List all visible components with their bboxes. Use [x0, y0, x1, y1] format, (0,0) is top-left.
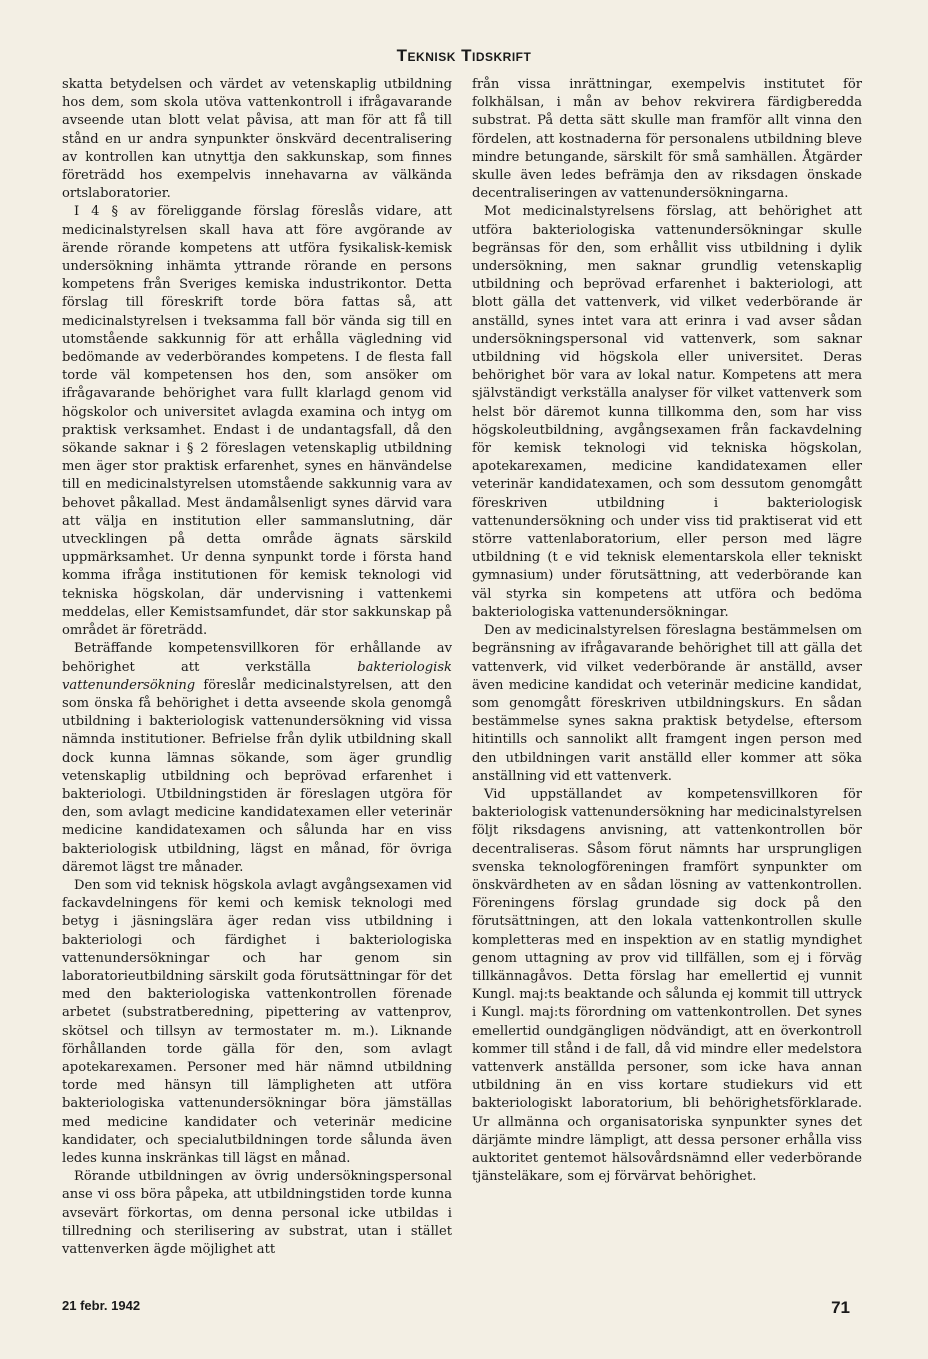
paragraph: skatta betydelsen och värdet av vetenskaplig utbildning hos dem, som skola utöva vattenkontroll i ifrågavarande avseende utan blott velat påvisa, att man för att få till stånd en ur andra synpunkter önskvärd decentralisering av kontrollen kan utnyttja den sakkunskap, som finnes företrädd hos exempelvis innehavarna av välkända ortslaboratorier. — [62, 77, 452, 202]
paragraph-text: Beträffande kompetensvillkoren för erhållande av behörighet att verkställa — [62, 641, 452, 675]
paragraph: Den av medicinalstyrelsen föreslagna bestämmelsen om begränsning av ifrågavarande behörighet till att gälla det vattenverk, vid vilket vederbörande är anställd, avser även medicine kandidat och veterinär medicine kandidat, som genomgått föreskriven utbildningskurs. En sådan bestämmelse synes sakna praktisk betydelse, eftersom hitintills och sannolikt allt framgent ingen person med den utbildningen varit anställd eller kommer att söka anställning vid ett vattenverk. — [472, 623, 862, 784]
paragraph: Mot medicinalstyrelsens förslag, att behörighet att utföra bakteriologiska vattenundersökningar skulle begränsas för den, som erhållit viss utbildning i dylik undersökning, men saknar grundlig vetenskaplig utbildning och beprövad erfarenhet i bakteriologi, att blott gälla det vattenverk, vid vilket vederbörande är anställd, synes intet vara att erinra i vad avser sådan undersökningspersonal vid vattenverk, som saknar utbildning vid högskola eller universitet. Deras behörighet bör vara av lokal natur. Kompetens att mera självständigt verkställa analyser för vilket vattenverk som helst bör däremot kunna tillkomma den, som har viss högskoleutbildning, avgångsexamen från fackavdelning för kemisk teknologi vid tekniska högskolan, apotekarexamen, medicine kandidatexamen eller veterinär kandidatexamen, och som dessutom genomgått föreskriven utbildning i bakteriologisk vattenundersökning och under viss tid praktiserat vid ett större vattenlaboratorium, eller person med lägre utbildning (t e vid teknisk elementarskola eller tekniskt gymnasium) under förutsättning, att vederbörande kan väl styrka sin kompetens att utföra och bedöma bakteriologiska vattenundersökningar. — [472, 204, 862, 620]
issue-date: 21 febr. 1942 — [62, 1298, 141, 1313]
right-column — [472, 76, 862, 1186]
paragraph: I 4 § av föreliggande förslag föreslås vidare, att medicinalstyrelsen skall hava att före avgörande av ärende rörande kompetens att utföra fysikalisk-kemisk undersökning inhämta yttrande rörande en persons kompetens från Sveriges kemiska industrikontor. Detta förslag till föreskrift torde böra fattas så, att medicinalstyrelsen i tveksamma fall bör vända sig till en utomstående sakkunnig för att erhålla vägledning vid bedömande av vederbörandes kompetens. I de flesta fall torde väl kompetensen hos den, som ansöker om ifrågavarande behörighet vara fullt klarlagd genom vid högskolor och universitet avlagda examina och intyg om praktisk verksamhet. Endast i de undantagsfall, då den sökande saknar i § 2 föreslagen vetenskaplig utbildning men äger stor praktisk erfarenhet, synes en hänvändelse till en medicinalstyrelsen utomstående sakkunnig vara av behovet påkallad. Mest ändamålsenligt synes därvid vara att välja en institution eller sammanslutning, där utvecklingen på detta område ägnats särskild uppmärksamhet. Ur denna synpunkt torde i första hand komma ifråga institutionen för kemisk teknologi vid tekniska högskolan, där undervisning i vattenkemi meddelas, eller Kemistsamfundet, där stor sakkunskap på området är företrädd. — [62, 204, 452, 639]
page-number: 71 — [831, 1298, 850, 1317]
journal-masthead: Teknisk Tidskrift — [396, 46, 532, 65]
emphasis-term: bakteriologisk vattenundersökning — [62, 659, 452, 693]
paragraph-text: föreslår medicinalstyrelsen, att den som önska få behörighet i detta avseende skola genomgå utbildning i bakteriologisk vattenundersökning vid vissa nämnda institutioner. Befrielse från dylik utbildning skall dock kunna lämnas sökande, som äger grundlig vetenskaplig utbildning och beprövad erfarenhet i bakteriologi. Utbildningstiden är föreslagen utgöra för den, som avlagt medicine kandidatexamen eller veterinär medicine kandidatexamen och sålunda har en viss bakteriologisk utbildning, lägst en månad, för övriga däremot lägst tre månader. — [62, 677, 452, 875]
paragraph: från vissa inrättningar, exempelvis institutet för folkhälsan, i mån av behov rekvirera färdigberedda substrat. På detta sätt skulle man framför allt vinna den fördelen, att kostnaderna för personalens utbildning bleve mindre betungande, särskilt för små samhällen. Åtgärder skulle även ledes befrämja den av riksdagen önskade decentraliseringen av vattenundersökningarna. — [472, 77, 862, 202]
paragraph: Rörande utbildningen av övrig undersökningspersonal anse vi oss böra påpeka, att utbildningstiden torde kunna avsevärt förkortas, om denna personal icke utbildas i tillredning och sterilisering av substrat, utan i stället vattenverken ägde möjlighet att — [62, 1169, 452, 1257]
paragraph: Den som vid teknisk högskola avlagt avgångsexamen vid fackavdelningens för kemi och kemisk teknologi med betyg i jäsningslära äger redan viss utbildning i bakteriologi och färdighet i bakteriologiska vattenundersökningar och har genom sin laboratorieutbildning särskilt goda förutsättningar för det med den bakteriologiska vattenkontrollen förenade arbetet (substratberedning, pipettering av vattenprov, skötsel och tillsyn av termostater m. m.). Liknande förhållanden torde gälla för den, som avlagt apotekarexamen. Personer med här nämnd utbildning torde med hänsyn till lämpligheten att utföra bakteriologiska vattenundersökningar böra jämställas med medicine kandidater och veterinär medicine kandidater, och specialutbildningen torde sålunda även ledes kunna inskränkas till lägst en månad. — [62, 877, 452, 1166]
left-column — [62, 76, 452, 1259]
paragraph — [62, 640, 452, 877]
paragraph: Vid uppställandet av kompetensvillkoren för bakteriologisk vattenundersökning har medicinalstyrelsen följt riksdagens anvisning, att vattenkontrollen bör decentraliseras. Såsom förut nämnts har ursprungligen svenska teknologföreningen framfört synpunkter om önskvärdheten av en sådan lösning av vattenkontrollen. Föreningens förslag grundade sig dock på den förutsättningen, att den lokala vattenkontrollen skulle kompletteras med en inspektion av en statlig myndighet genom uttagning av prov vid tillfällen, som ej i förväg tillkännagåvos. Detta förslag har emellertid ej vunnit Kungl. maj:ts beaktande och sålunda ej kommit till uttryck i Kungl. maj:ts förordning om vattenkontrollen. Det synes emellertid oundgängligen nödvändigt, att en överkontroll kommer till stånd i de fall, då vid mindre eller medelstora vattenverk anställda personer, som icke hava annan utbildning än en viss kortare studiekurs vid ett bakteriologiskt laboratorium, bli behörighetsförklarade. Ur allmänna och organisatoriska synpunkter synes det därjämte mindre lämpligt, att dessa personer erhålla viss auktoritet gentemot hälsovårdsnämnd eller vederbörande tjänsteläkare, som ej förvärvat behörighet. — [472, 786, 862, 1185]
